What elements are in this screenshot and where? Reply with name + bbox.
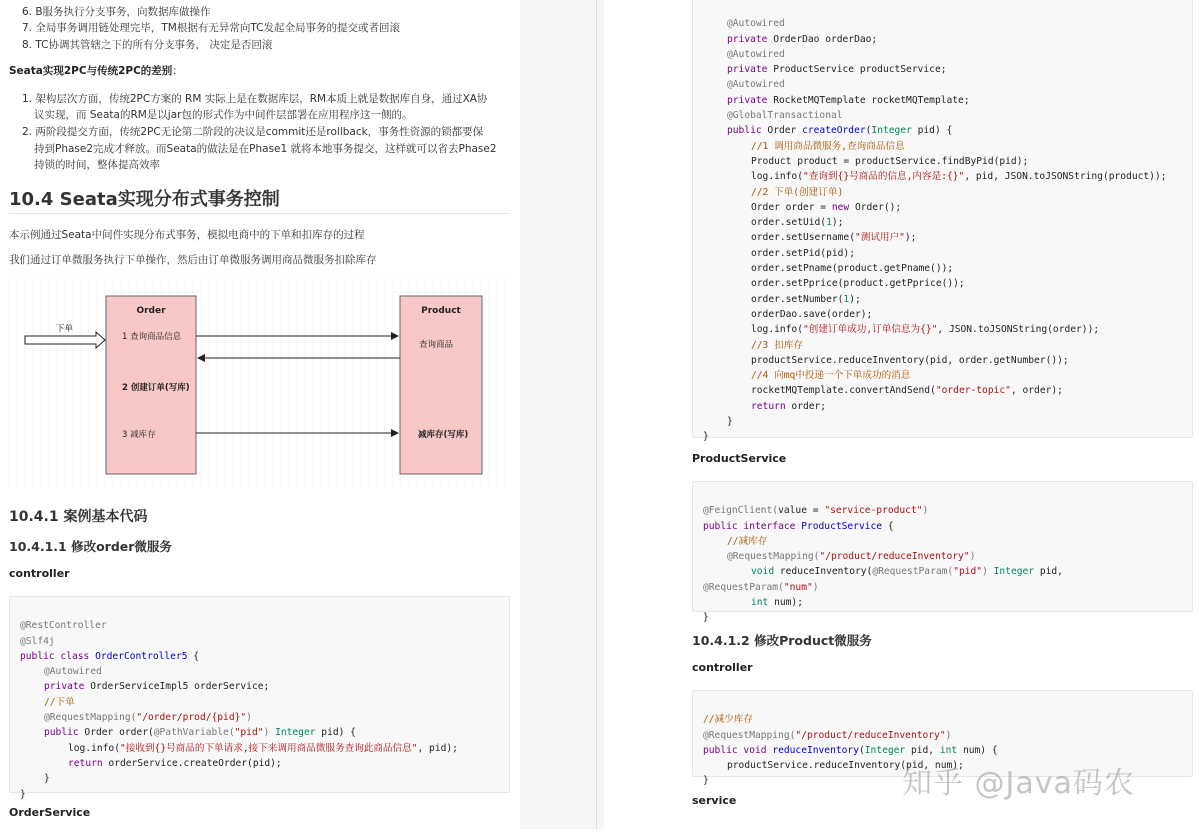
orderservice-label: OrderService [9, 806, 91, 819]
product-controller-label: controller [692, 661, 753, 674]
h3-basic-code: 10.4.1 案例基本代码 [9, 509, 148, 525]
product-title: Product [421, 306, 461, 316]
order-step-2: 2 创建订单(写库) [122, 383, 190, 393]
service-label: service [692, 794, 737, 807]
order-service-code[interactable]: @Autowired private OrderDao orderDao; @Autowired private ProductService productService; @Autowired private RocketMQTemplate rocketMQTemplate; @GlobalTransactional public Order createOrder(Integer pid) { //1 调用商品微服务,查询商品信息 Product product = productService.findByPid(pid); log.info("查询到{}号商品的信息,内容是:{}", pid, JSON.toJSONString(product)); //2 下单(创建订单) Order order = new Order(); order.setUid(1); order.setUsername("测试用户"); order.setPid(pid); order.setPname(product.getPname()); order.setPprice(product.getPprice()); order.setNumber(1); orderDao.save(order); log.info("创建订单成功,订单信息为{}", JSON.toJSONString(order)); //3 扣库存 productService.reduceInventory(pid, order.getNumber()); //4 向mq中投递一个下单成功的消息 rocketMQTemplate.convertAndSend("order-topic", order); return order; } } [692, 0, 1193, 438]
order-step-3: 3 减库存 [122, 430, 156, 440]
step-7: 7. 全局事务调用链处理完毕，TM根据有无异常向TC发起全局事务的提交或者回滚 [22, 22, 400, 34]
h4-order-service: 10.4.1.1 修改order微服务 [9, 539, 172, 554]
left-page[interactable] [0, 0, 520, 829]
diff-title-line [9, 63, 183, 79]
diff-item-2a: 2. 两阶段提交方面，传统2PC无论第二阶段的决议是commit还是rollback，事务性资源的锁都要保 [22, 126, 484, 138]
product-reduce: 减库存(写库) [418, 430, 469, 440]
intro-paragraph-2: 我们通过订单微服务执行下单操作，然后由订单微服务调用商品微服务扣除库存 [9, 254, 377, 266]
diff-item-2b: 持到Phase2完成才释放。而Seata的做法是在Phase1 就将本地事务提交，这样就可以省去Phase2 [34, 143, 497, 155]
diff-title: Seata实现2PC与传统2PC的差别 [9, 65, 173, 77]
step-6: 6. B服务执行分支事务，向数据库做操作 [22, 6, 211, 18]
order-controller-code[interactable]: @RestController @Slf4j public class OrderController5 { @Autowired private OrderServiceImpl5 orderService; //下单 @RequestMapping("/order/prod/{pid}") public Order order(@PathVariable("pid") Integer pid) { log.info("接收到{}号商品的下单请求,接下来调用商品微服务查询此商品信息", pid); return orderService.createOrder(pid); } } [9, 596, 510, 793]
diff-item-1b: 议实现，而 Seata的RM是以jar包的形式作为中间件层部署在应用程序这一侧的。 [34, 109, 413, 121]
diff-item-2c: 持锁的时间，整体提高效率 [34, 159, 160, 171]
productservice-label: ProductService [692, 452, 787, 465]
diff-item-1a: 1. 架构层次方面，传统2PC方案的 RM 实际上是在数据库层，RM本质上就是数据库自身，通过XA协 [22, 93, 488, 105]
right-page[interactable] [604, 0, 1199, 829]
intro-paragraph-1: 本示例通过Seata中间件实现分布式事务，模拟电商中的下单和扣库存的过程 [9, 229, 365, 241]
order-step-1: 1 查询商品信息 [122, 332, 182, 342]
product-box [400, 296, 482, 474]
section-title: 10.4 Seata实现分布式事务控制 [9, 189, 280, 210]
controller-label: controller [9, 567, 70, 580]
order-title: Order [136, 306, 166, 316]
page-gutter [520, 0, 604, 829]
order-product-flow-diagram [8, 276, 510, 492]
section-rule [9, 213, 510, 214]
product-service-code[interactable]: @FeignClient(value = "service-product") public interface ProductService { //减库存 @RequestMapping("/product/reduceInventory") void reduceInventory(@RequestParam("pid") Integer pid, @RequestParam("num") int num); } [692, 481, 1193, 612]
diff-colon: ： [172, 65, 183, 77]
h4-product-service: 10.4.1.2 修改Product微服务 [692, 633, 872, 648]
step-8: 8. TC协调其管辖之下的所有分支事务， 决定是否回滚 [22, 39, 273, 51]
product-controller-code[interactable]: //减少库存 @RequestMapping("/product/reduceInventory") public void reduceInventory(Integer pid, int num) { productService.reduceInventory(pid, num); } [692, 690, 1193, 777]
input-label: 下单 [56, 324, 74, 334]
page-divider [596, 0, 597, 829]
zhihu-watermark: 知乎 @Java码农 [902, 766, 1135, 801]
product-query: 查询商品 [419, 340, 454, 350]
